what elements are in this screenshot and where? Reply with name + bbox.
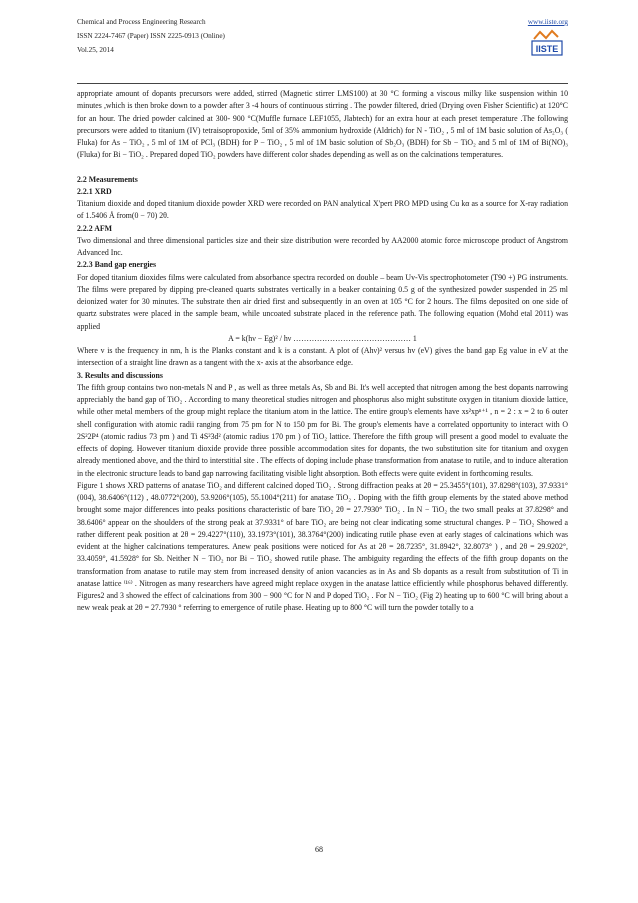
subsection-heading-band-gap: 2.2.3 Band gap energies [77, 260, 157, 270]
volume-line: Vol.25, 2014 [77, 46, 114, 54]
header-rule [77, 83, 568, 84]
page-number: 68 [315, 845, 323, 854]
section-heading-results: 3. Results and discussions [77, 370, 163, 380]
paragraph-preparation: appropriate amount of dopants precursors were added, stirred (Magnetic stirrer LMS100) at 30 °C forming a viscous milky like suspension within 10 minutes ,which is then broke down to a powder after 3 -4 hours of continuous stirring . The powder filtered, dried (Drying oven Fisher Scientific) at 120°C for an hour. The dried powder calcined at 300- 900 °C(Muffle furnace LEF1055, Jlabtech) for an extra hour at each preset temperature .The following precursors were added to titanium (IV) tetraisopropoxide, 5ml of 35% ammonium hydroxide (Aldrich) for N - TiO₂ , 5 ml of 1M basic solution of As₂O₃ ( Fluka) for As − TiO₂ , 5 ml of 1M of PCl₃ (BDH) for P − TiO₂ , 5 ml of 1M basic solution of Sb₂O₃ (BDH) for Sb − TiO₂ and 5 ml of 1M of Bi(NO)₃ (Fluka) for Bi − TiO₂ . Prepared doped TiO₂ powders have different color shades depending as well as on the calcinations temperatures. [77, 89, 568, 160]
paragraph-fifth-group: The fifth group contains two non-metals N and P , as well as three metals As, Sb and Bi. It's well accepted that nitrogen among the best dopants narrowing appreciably the band gap of TiO₂ . According to many theoretical studies nitrogen and phosphorus also might substitute oxygen in titanium dioxide lattice, while other metal members of the group might replace the titanium atom in the lattice. The entire group's elements have xs²xpⁿ⁺¹ , n = 2 : x = 2 to 6 outer shell configuration with atomic radii ranging from 75 pm for N to 150 pm for Bi. The group's elements have a correlated opportunity to interact with O 2S²2P⁴ (atomic radius 73 pm ) and Ti 4S²3d² (atomic radius 170 pm ) of TiO₂ lattice. Therefore the fifth group will present a good model to evaluate the effects of doping. However titanium dioxide provide three possible accommodation sites for dopants, the two substitution site for titanium and oxygen already mentioned above, and the third to interstitial site . The effects of doping include phase transformation from anatase to rutile, and to induce alteration in the electronic structure leads to band gap narrowing facilitating visible light absorption. Both effects were quite evident in forthcoming results. [77, 382, 568, 478]
article-body [77, 88, 568, 615]
paragraph-afm: Two dimensional and three dimensional particles size and their size distribution were recorded by AA2000 atomic force microscope product of Angstrom Advanced Inc. [77, 235, 568, 257]
journal-name: Chemical and Process Engineering Research [77, 18, 206, 26]
subsection-heading-afm: 2.2.2 AFM [77, 223, 113, 233]
issn-line: ISSN 2224-7467 (Paper) ISSN 2225-0913 (Online) [77, 32, 225, 40]
equation-1: A = k(hν − Eg)² / hν ……………………………………… 1 [228, 333, 417, 343]
paragraph-band-gap: For doped titanium dioxides films were calculated from absorbance spectra recorded on double – beam Uv-Vis spectrophotometer (T90 +) PG instruments. The films were prepared by dipping pre-cleaned quarts substrates vertically in a beaker containing 0.5 g of the synthesized powder suspended in 25 ml deionized water for 30 minutes. The substrate then air dried first and subsequently in an oven at 105 °C for 2 hours. The films deposited on one side of quartz substrates were placed in the sample beam, while uncoated substrate placed in the reference path. The following equation (Mohd etal 2011) was applied [77, 272, 568, 331]
journal-url-link[interactable]: www.iiste.org [527, 18, 568, 26]
paragraph-figure-1: Figure 1 shows XRD patterns of anatase TiO₂ and different calcined doped TiO₂ . Strong diffraction peaks at 2θ = 25.3455°(101), 37.8298°(103), 37.9331°(004), 38.6406°(112) , 48.0772°(200), 53.9206°(105), 55.1004°(211) for anatase TiO₂ . Doping with the fifth group elements by the stated above method brought some major differences into peaks positions characteristic of bare TiO₂ 2θ = 27.7930° TiO₂ . In N − TiO₂ the two small peaks at 37.8298° and 38.6406° appear on the shoulders of the strong peak at 37.9331° of bare TiO₂ are being not clear indicating some structural changes. P − TiO₂ Showed a rather different peak position at 2θ = 29.4227°(110), 33.1973°(101), 38.3764°(200) indicating rutile phase even at early stages of calcinations which was evident at the higher calcinations temperatures. Anew peak positions were noticed for As at 2θ = 28.7235°, 31.8942°, 32.8073° ) , and 2θ = 29.9202°, 33.4059°, 41.5928° for Sb. Neither N − TiO₂ nor Bi − TiO₂ showed rutile phase. The ambiguity regarding the effects of the fifth group dopants on the transformation from anatase to rutile may stem from increased density of anion vacancies as in As and Sb dopants as a result from substitution of Ti in anatase lattice ⁽¹⁶⁾ . Nitrogen as many researchers have agreed might replace oxygen in the anatase lattice efficiently while phosphorus behaved differently. Figures2 and 3 showed the effect of calcinations from 300 − 900 °C for N and P doped TiO₂ . For N − TiO₂ (Fig 2) heating up to 600 °C will bring about a new weak peak at 2θ = 27.7930 ° referring to emergence of rutile phase. Heating up to 800 °C will turn the powder totally to a [77, 480, 568, 613]
subsection-heading-xrd: 2.2.1 XRD [77, 186, 112, 196]
logo-text: IISTE [535, 44, 559, 54]
paragraph-xrd: Titanium dioxide and doped titanium dioxide powder XRD were recorded on PAN analytical X'pert PRO MPD using Cu kα as a source for X-ray radiation of 1.5406 Å from(0 − 70) 2θ. [77, 199, 568, 221]
paragraph-where: Where v is the frequency in nm, h is the Planks constant and k is a constant. A plot of (Ahν)² versus hv (eV) gives the band gap Eg value in eV at the intersection of a straight line drawn as a tangent with the x- axis at the absorbance edge. [77, 346, 568, 368]
iiste-logo [528, 29, 568, 57]
section-heading-measurements: 2.2 Measurements [77, 174, 138, 184]
